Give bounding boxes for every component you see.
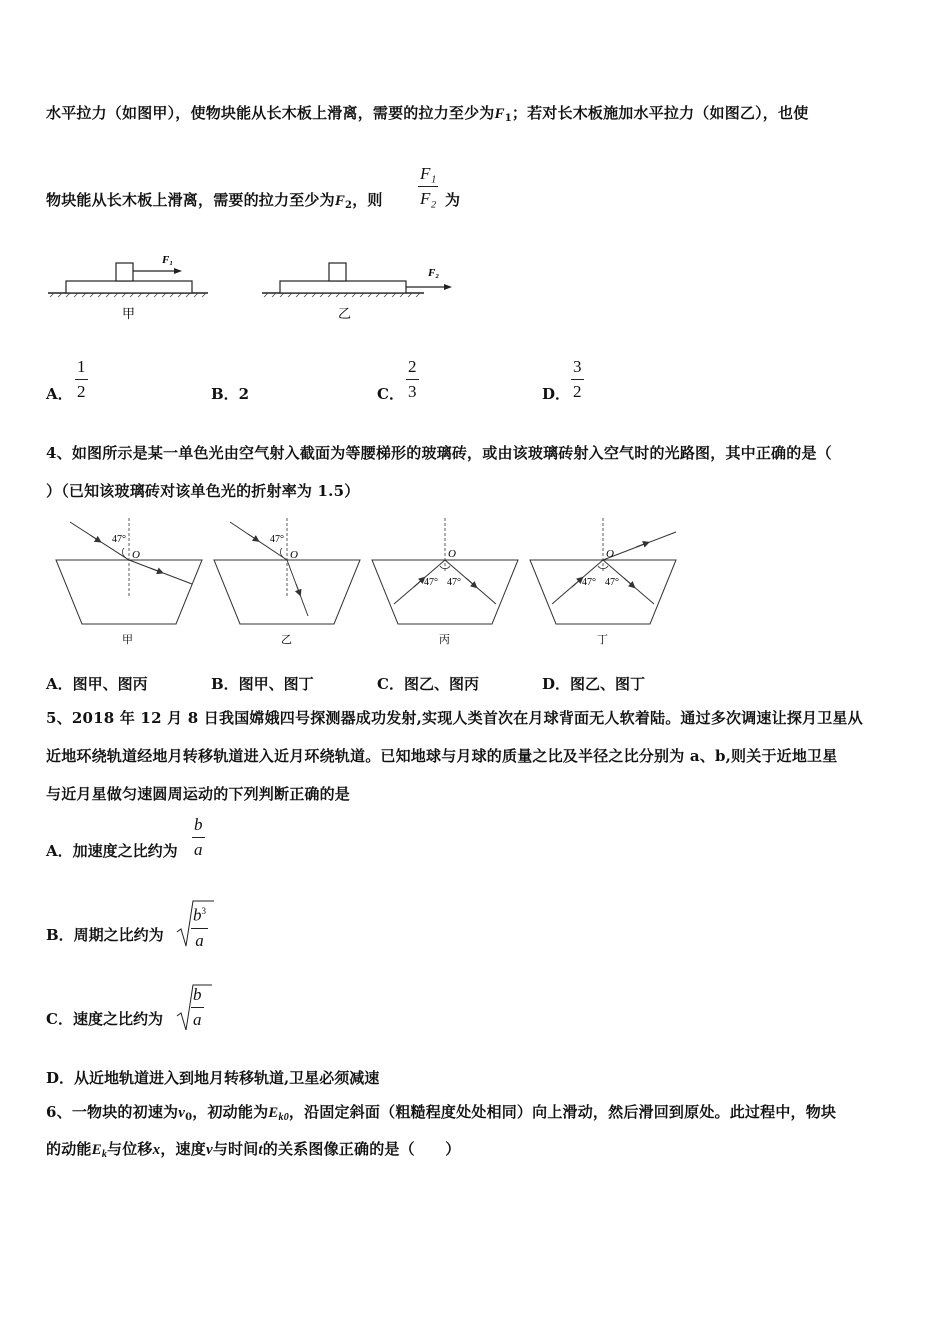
- origin-label: O: [448, 548, 456, 560]
- angle-label: 47°: [112, 534, 126, 545]
- ek0-subscript: k0: [278, 1112, 289, 1123]
- q3-line1-text: 水平拉力（如图甲），使物块能从长木板上滑离，需要的拉力至少为: [46, 104, 495, 122]
- q3-line-1: [46, 102, 808, 124]
- q4-option-c: C．图乙、图丙: [377, 675, 479, 693]
- q5-c-numerator: b: [193, 985, 202, 1004]
- figure-label-yi: 乙: [281, 633, 292, 646]
- f1-subscript: 1: [504, 113, 512, 124]
- q5-line-2: 近地环绕轨道经地月转移轨道进入近月环绕轨道。已知地球与月球的质量之比及半径之比分别为 a、b,则关于近地卫星: [46, 747, 838, 765]
- q4-option-a: A．图甲、图丙: [46, 675, 148, 693]
- t-symbol: t: [258, 1142, 263, 1158]
- q3-c-numerator: 2: [408, 357, 417, 376]
- fraction-bar: [418, 186, 438, 187]
- q5-line-1: 5、2018 年 12 月 8 日我国嫦娥四号探测器成功发射,实现人类首次在月球背面无人软着陆。通过多次调速让探月卫星从: [46, 709, 863, 727]
- q6-text-d: 的动能: [46, 1140, 92, 1158]
- prism-figure-c: [372, 518, 518, 646]
- q5-option-b: B．周期之比约为: [46, 926, 164, 944]
- q4-line-2: ）（已知该玻璃砖对该单色光的折射率为 1.5）: [46, 482, 360, 500]
- q3-option-a-fraction: [75, 356, 88, 403]
- q3-option-b: B．2: [211, 385, 250, 403]
- q5-option-a: A．加速度之比约为: [46, 842, 178, 860]
- angle-label-left: 47°: [582, 577, 596, 588]
- v0-subscript: 0: [185, 1112, 193, 1123]
- angle-label-right: 47°: [605, 577, 619, 588]
- q3-d-numerator: 3: [573, 357, 582, 376]
- v-symbol: v: [205, 1142, 213, 1158]
- fraction-bar: [192, 837, 205, 838]
- figure-label-ding: 丁: [597, 633, 608, 646]
- prism-figures: [50, 512, 690, 652]
- q5-line-3: 与近月星做匀速圆周运动的下列判断正确的是: [46, 785, 351, 803]
- q4-option-d: D．图乙、图丁: [542, 675, 646, 693]
- q6-line-2: [46, 1138, 460, 1160]
- q5-a-numerator: b: [194, 815, 203, 834]
- q3-line1b-text: ；若对长木板施加水平拉力（如图乙），也使: [511, 104, 809, 122]
- ratio-denominator: F₂: [420, 189, 437, 208]
- v0-symbol: v: [178, 1105, 186, 1121]
- q3-option-a-letter: A．: [46, 385, 73, 403]
- q3-d-denominator: 2: [573, 382, 582, 401]
- x-symbol: x: [152, 1142, 161, 1158]
- figure-label-bing: 丙: [439, 633, 450, 646]
- q5-a-denominator: a: [194, 840, 203, 859]
- q6-text-e: 与位移: [107, 1140, 153, 1158]
- q4-option-b: B．图甲、图丁: [211, 675, 314, 693]
- fraction-bar: [571, 379, 584, 380]
- origin-label: O: [606, 548, 614, 560]
- q3-a-denominator: 2: [77, 382, 86, 401]
- origin-label: O: [290, 549, 298, 561]
- q6-text-h: 的关系图像正确的是（ ）: [262, 1140, 461, 1158]
- ek-symbol: E: [91, 1142, 102, 1158]
- q3-option-c-fraction: [406, 356, 419, 403]
- q3-a-numerator: 1: [77, 357, 86, 376]
- q3-line-2: [46, 189, 383, 211]
- fraction-bar: [75, 379, 88, 380]
- q3-option-d-fraction: [571, 356, 584, 403]
- q6-text-f: ，速度: [160, 1140, 206, 1158]
- f2-subscript: 2: [345, 200, 353, 211]
- ek-subscript: k: [101, 1149, 108, 1160]
- q6-line-1: [46, 1101, 836, 1123]
- q3-option-d-letter: D．: [542, 385, 571, 403]
- q6-text-a: 6、一物块的初速为: [46, 1103, 179, 1121]
- q3-c-denominator: 3: [408, 382, 417, 401]
- q3-line2c: 为: [445, 191, 461, 209]
- ratio-fraction: [418, 163, 438, 210]
- q3-line2b-text: ，则: [352, 191, 383, 209]
- ratio-numerator: F₁: [420, 164, 437, 183]
- board-figures: [40, 250, 470, 330]
- origin-label: O: [132, 549, 140, 561]
- figure-a-label: 甲: [122, 307, 136, 322]
- f2-symbol: F: [334, 193, 346, 209]
- q3-line2-text: 物块能从长木板上滑离，需要的拉力至少为: [46, 191, 335, 209]
- q5-b-numerator: [191, 900, 208, 927]
- ek0-symbol: E: [268, 1105, 279, 1121]
- figure-a-board: [48, 254, 208, 322]
- prism-figure-b: [214, 518, 360, 646]
- f1-symbol: F: [494, 106, 505, 122]
- fraction-bar: [406, 379, 419, 380]
- figure-b-label: 乙: [338, 307, 352, 322]
- q5-c-denominator: a: [193, 1010, 202, 1029]
- q5-b-denominator: a: [195, 930, 204, 950]
- fraction-bar: [191, 928, 208, 929]
- q5-option-d: D．从近地轨道进入到地月转移轨道,卫星必须减速: [46, 1069, 380, 1087]
- q3-option-c-letter: C．: [377, 385, 404, 403]
- q5-b-fraction: [191, 900, 208, 952]
- q5-a-fraction: [192, 814, 205, 861]
- figure-b-force-label: F₂: [428, 267, 440, 279]
- figure-a-force-label: F₁: [162, 254, 174, 266]
- fraction-bar: [191, 1007, 204, 1008]
- q5-option-c: C．速度之比约为: [46, 1010, 163, 1028]
- q5-b-base: b: [193, 905, 202, 925]
- angle-label-left: 47°: [424, 577, 438, 588]
- q5-c-fraction: [191, 984, 204, 1031]
- angle-label-right: 47°: [447, 577, 461, 588]
- figure-label-jia: 甲: [122, 633, 133, 646]
- angle-label: 47°: [270, 534, 284, 545]
- prism-figure-d: [530, 518, 676, 646]
- figure-b-board: [262, 263, 452, 322]
- q5-b-exponent: 3: [201, 906, 206, 916]
- q6-text-b: ，初动能为: [192, 1103, 269, 1121]
- q6-text-g: 与时间: [212, 1140, 259, 1158]
- q6-text-c: ，沿固定斜面（粗糙程度处处相同）向上滑动，然后滑回到原处。此过程中，物块: [288, 1103, 837, 1121]
- q4-line-1: 4、如图所示是某一单色光由空气射入截面为等腰梯形的玻璃砖，或由该玻璃砖射入空气时的光路图，其中正确的是（: [46, 444, 832, 462]
- prism-figure-a: [56, 518, 202, 646]
